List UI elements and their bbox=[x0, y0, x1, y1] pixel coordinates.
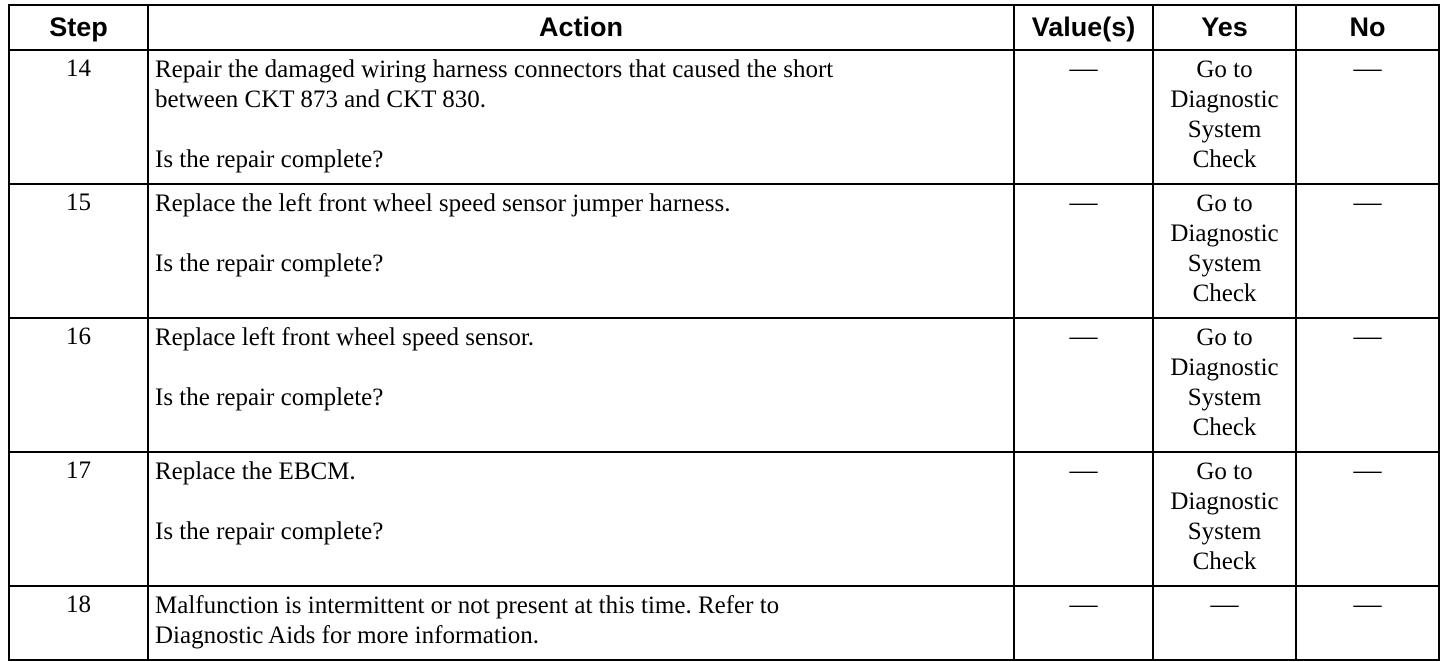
value-dash: — bbox=[1069, 53, 1098, 84]
table-row bbox=[9, 184, 1439, 318]
yes-text: Diagnostic bbox=[1170, 488, 1279, 515]
no-dash: — bbox=[1353, 187, 1382, 218]
table-row bbox=[9, 452, 1439, 586]
yes-text: Diagnostic bbox=[1170, 354, 1279, 381]
yes-cell bbox=[1153, 318, 1296, 452]
value-dash: — bbox=[1069, 187, 1098, 218]
action-question: Is the repair complete? bbox=[155, 518, 384, 545]
action-text: Malfunction is intermittent or not present at this time. Refer to bbox=[155, 592, 780, 619]
yes-text: System bbox=[1187, 384, 1262, 411]
header-no: No bbox=[1296, 5, 1439, 50]
yes-text: Check bbox=[1192, 146, 1257, 173]
value-dash: — bbox=[1069, 589, 1098, 620]
yes-text: Go to bbox=[1196, 458, 1253, 485]
yes-text: Diagnostic bbox=[1170, 220, 1279, 247]
yes-cell bbox=[1153, 184, 1296, 318]
value-cell bbox=[1014, 50, 1153, 184]
value-cell bbox=[1014, 184, 1153, 318]
action-text: Replace left front wheel speed sensor. bbox=[155, 324, 535, 351]
action-text: Replace the left front wheel speed sensor jumper harness. bbox=[155, 190, 731, 217]
action-cell bbox=[148, 452, 1014, 586]
yes-text: Diagnostic bbox=[1170, 86, 1279, 113]
step-number: 16 bbox=[9, 318, 148, 452]
value-cell bbox=[1014, 452, 1153, 586]
value-dash: — bbox=[1069, 455, 1098, 486]
action-question: Is the repair complete? bbox=[155, 250, 384, 277]
yes-cell bbox=[1153, 586, 1296, 660]
action-text: Diagnostic Aids for more information. bbox=[155, 622, 539, 649]
header-yes: Yes bbox=[1153, 5, 1296, 50]
no-cell bbox=[1296, 586, 1439, 660]
yes-text: System bbox=[1187, 116, 1262, 143]
action-text: between CKT 873 and CKT 830. bbox=[155, 86, 486, 113]
diagnostic-table-container bbox=[8, 4, 1438, 661]
yes-text: Check bbox=[1192, 548, 1257, 575]
table-row bbox=[9, 586, 1439, 660]
no-cell bbox=[1296, 452, 1439, 586]
yes-dash: — bbox=[1210, 589, 1239, 620]
no-cell bbox=[1296, 50, 1439, 184]
step-number: 18 bbox=[9, 586, 148, 660]
action-cell bbox=[148, 586, 1014, 660]
step-number: 15 bbox=[9, 184, 148, 318]
action-question: Is the repair complete? bbox=[155, 384, 384, 411]
yes-text: Check bbox=[1192, 280, 1257, 307]
no-dash: — bbox=[1353, 455, 1382, 486]
action-text: Replace the EBCM. bbox=[155, 458, 356, 485]
yes-cell bbox=[1153, 452, 1296, 586]
action-cell bbox=[148, 184, 1014, 318]
diagnostic-table bbox=[8, 4, 1440, 661]
step-number: 17 bbox=[9, 452, 148, 586]
yes-text: Go to bbox=[1196, 190, 1253, 217]
yes-text: System bbox=[1187, 250, 1262, 277]
action-cell bbox=[148, 318, 1014, 452]
header-step: Step bbox=[9, 5, 148, 50]
yes-text: System bbox=[1187, 518, 1262, 545]
no-dash: — bbox=[1353, 589, 1382, 620]
no-cell bbox=[1296, 184, 1439, 318]
header-action: Action bbox=[148, 5, 1014, 50]
yes-cell bbox=[1153, 50, 1296, 184]
no-cell bbox=[1296, 318, 1439, 452]
no-dash: — bbox=[1353, 321, 1382, 352]
value-cell bbox=[1014, 586, 1153, 660]
table-row bbox=[9, 50, 1439, 184]
action-question: Is the repair complete? bbox=[155, 146, 384, 173]
value-dash: — bbox=[1069, 321, 1098, 352]
no-dash: — bbox=[1353, 53, 1382, 84]
header-row bbox=[9, 5, 1439, 50]
table-row bbox=[9, 318, 1439, 452]
yes-text: Check bbox=[1192, 414, 1257, 441]
step-number: 14 bbox=[9, 50, 148, 184]
value-cell bbox=[1014, 318, 1153, 452]
action-cell bbox=[148, 50, 1014, 184]
yes-text: Go to bbox=[1196, 324, 1253, 351]
header-values: Value(s) bbox=[1014, 5, 1153, 50]
yes-text: Go to bbox=[1196, 56, 1253, 83]
action-text: Repair the damaged wiring harness connectors that caused the short bbox=[155, 56, 834, 83]
